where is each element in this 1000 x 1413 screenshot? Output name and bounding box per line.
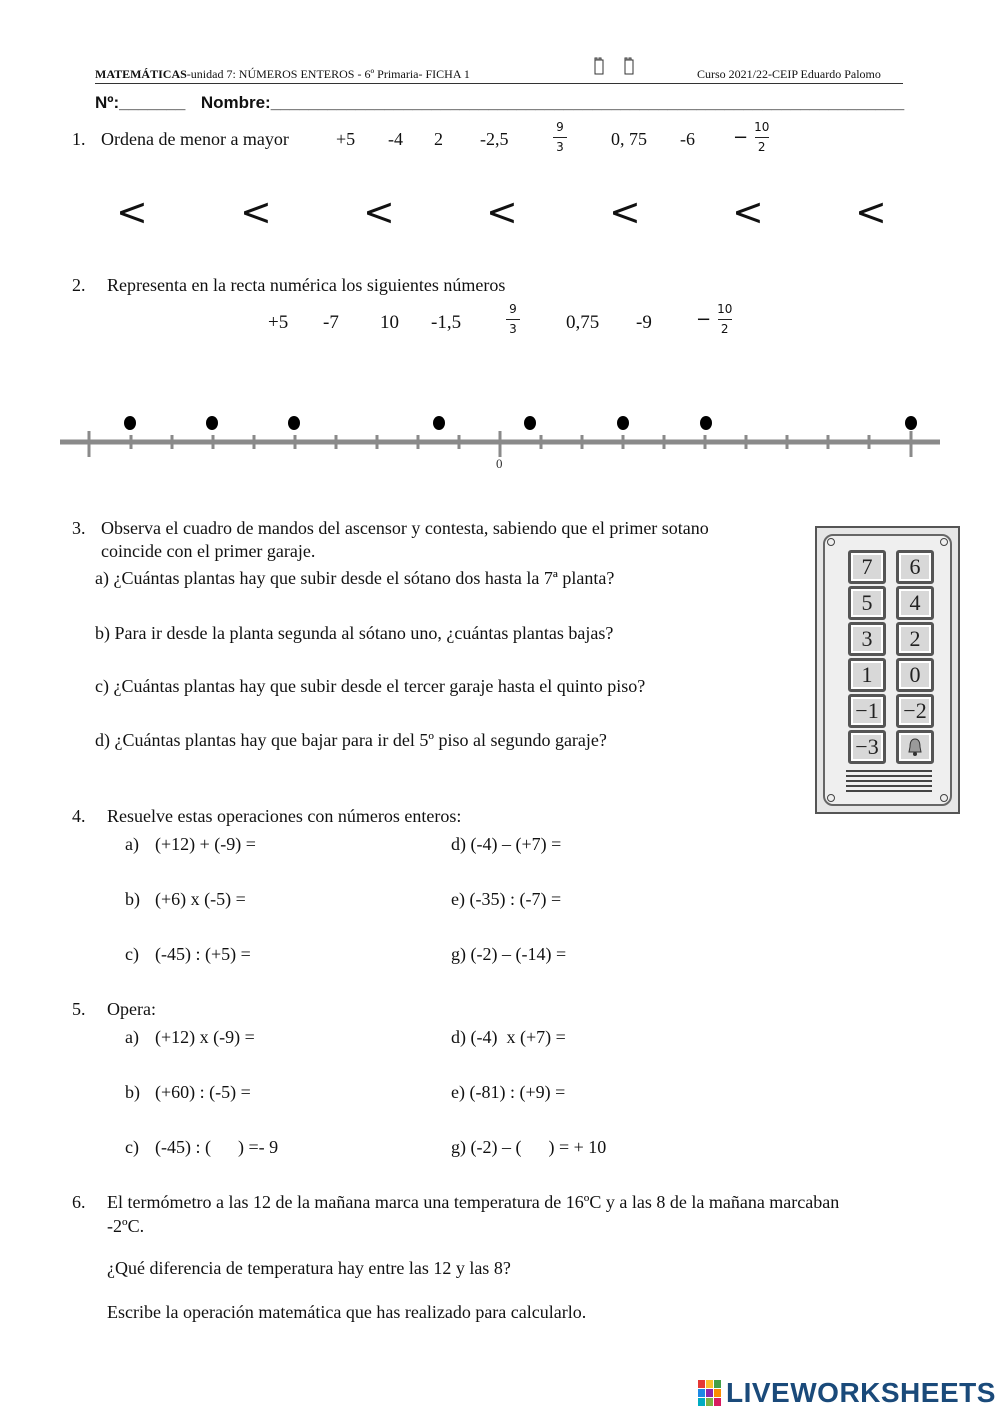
answer-dot	[124, 416, 136, 430]
q1-value-2: -4	[388, 129, 403, 149]
header-title: MATEMÁTICAS-unidad 7: NÚMEROS ENTEROS - 6º Primaria- FICHA 1	[95, 67, 470, 81]
q1-prompt: Ordena de menor a mayor	[101, 129, 289, 149]
q5-a-label: a)	[125, 1027, 139, 1047]
elevator-panel	[815, 526, 960, 814]
q2-value-4: -1,5	[431, 312, 462, 333]
screw-icon	[827, 538, 835, 546]
q2-value-1: +5	[268, 312, 289, 333]
less-than-7: <	[855, 190, 887, 234]
course-label: Curso 2021/22-CEIP Eduardo Palomo	[697, 67, 881, 81]
screw-icon	[940, 794, 948, 802]
q3-prompt-line2: coincide con el primer garaje.	[101, 541, 316, 561]
q2-value-5: 0,75	[566, 312, 600, 333]
less-than-5: <	[609, 190, 641, 234]
q5-b-expr: (+60) : (-5) =	[155, 1082, 251, 1102]
floor-button-minus-2[interactable]: −2	[896, 694, 934, 728]
number-field-label: Nº:_______	[95, 93, 186, 112]
q1-number: 1.	[72, 129, 86, 149]
q2-value-6: -9	[636, 312, 652, 333]
q1-value-6: -6	[680, 129, 695, 149]
q6-line1: El termómetro a las 12 de la mañana marca una temperatura de 16ºC y a las 8 de la mañana marcaban	[107, 1192, 840, 1212]
q4-b-label: b)	[125, 889, 140, 909]
q6-question: ¿Qué diferencia de temperatura hay entre las 12 y las 8?	[107, 1258, 511, 1278]
q4-a-expr: (+12) + (-9) =	[155, 834, 256, 854]
answer-dot	[288, 416, 300, 430]
brand-text: LIVEWORKSHEETS	[726, 1377, 996, 1408]
screw-icon	[940, 538, 948, 546]
zero-label: 0	[496, 456, 503, 471]
liveworksheets-icon	[697, 1378, 723, 1408]
floor-button-2[interactable]: 2	[896, 622, 934, 656]
floor-button-5[interactable]: 5	[848, 586, 886, 620]
floor-button-4[interactable]: 4	[896, 586, 934, 620]
q4-g: g) (-2) – (-14) =	[451, 944, 567, 964]
q5-e: e) (-81) : (+9) =	[451, 1082, 566, 1102]
q2-value-2: -7	[323, 312, 339, 333]
q4-b-expr: (+6) x (-5) =	[155, 889, 246, 909]
q3-prompt-line1: Observa el cuadro de mandos del ascensor y contesta, sabiendo que el primer sotano	[101, 518, 709, 538]
answer-dot	[433, 416, 445, 430]
floor-button-1[interactable]: 1	[848, 658, 886, 692]
q4-c-label: c)	[125, 944, 139, 964]
alarm-button[interactable]	[896, 730, 934, 764]
less-than-6: <	[732, 190, 764, 234]
liveworksheets-logo[interactable]	[697, 1377, 996, 1409]
q6-line2: -2ºC.	[107, 1216, 145, 1236]
q5-a-expr: (+12) x (-9) =	[155, 1027, 255, 1047]
q5-d: d) (-4) x (+7) =	[451, 1027, 566, 1047]
q2-prompt: Representa en la recta numérica los siguientes números	[107, 275, 506, 295]
header-divider	[95, 83, 903, 84]
less-than-2: <	[240, 190, 272, 234]
q6-instruction: Escribe la operación matemática que has realizado para calcularlo.	[107, 1302, 587, 1322]
q1-fraction-b: − $\frac{10}{2}$	[733, 120, 770, 154]
name-field-label: Nombre:___________________________________________________________________	[200, 93, 905, 112]
answer-dot	[524, 416, 536, 430]
q4-number: 4.	[72, 806, 86, 826]
q3-b: b) Para ir desde la planta segunda al sótano uno, ¿cuántas plantas bajas?	[95, 623, 614, 643]
q1-value-1: +5	[336, 129, 356, 149]
answer-dot	[617, 416, 629, 430]
q3-a: a) ¿Cuántas plantas hay que subir desde el sótano dos hasta la 7ª planta?	[95, 568, 615, 588]
answer-dot	[700, 416, 712, 430]
q2-fraction-a: $\frac{9}{3}$	[506, 303, 520, 336]
floor-button-3[interactable]: 3	[848, 622, 886, 656]
less-than-1: <	[116, 190, 148, 234]
less-than-4: <	[486, 190, 518, 234]
q1-value-3: 2	[434, 129, 443, 149]
q2-number: 2.	[72, 275, 86, 295]
answer-dot	[206, 416, 218, 430]
floor-button-minus-3[interactable]: −3	[848, 730, 886, 764]
q3-d: d) ¿Cuántas plantas hay que bajar para ir del 5º piso al segundo garaje?	[95, 730, 607, 750]
q6-number: 6.	[72, 1192, 86, 1212]
student-line	[95, 93, 904, 113]
q1-value-5: 0, 75	[611, 129, 647, 149]
q4-d: d) (-4) – (+7) =	[451, 834, 562, 854]
answer-dot	[905, 416, 917, 430]
q4-c-expr: (-45) : (+5) =	[155, 944, 251, 964]
floor-button-minus-1[interactable]: −1	[848, 694, 886, 728]
q1-value-4: -2,5	[480, 129, 509, 149]
screw-icon	[827, 794, 835, 802]
q2-fraction-b: − $\frac{10}{2}$	[696, 302, 733, 336]
speaker-grille	[846, 770, 932, 792]
q4-e: e) (-35) : (-7) =	[451, 889, 562, 909]
number-line	[55, 405, 950, 475]
floor-button-7[interactable]: 7	[848, 550, 886, 584]
less-than-3: <	[363, 190, 395, 234]
q5-b-label: b)	[125, 1082, 140, 1102]
q5-prompt: Opera:	[107, 999, 156, 1019]
q4-a-label: a)	[125, 834, 139, 854]
floor-button-6[interactable]: 6	[896, 550, 934, 584]
q3-number: 3.	[72, 518, 86, 538]
q4-prompt: Resuelve estas operaciones con números enteros:	[107, 806, 462, 826]
q5-c-expr: (-45) : ( ) =- 9	[155, 1137, 279, 1157]
floor-button-0[interactable]: 0	[896, 658, 934, 692]
q2-value-3: 10	[380, 312, 399, 333]
q3-c: c) ¿Cuántas plantas hay que subir desde el tercer garaje hasta el quinto piso?	[95, 676, 646, 696]
q1-fraction-a: $\frac{9}{3}$	[553, 121, 567, 154]
castle-icon	[592, 56, 642, 78]
bell-icon	[906, 737, 924, 757]
q5-number: 5.	[72, 999, 86, 1019]
q5-g: g) (-2) – ( ) = + 10	[451, 1137, 607, 1157]
q5-c-label: c)	[125, 1137, 139, 1157]
